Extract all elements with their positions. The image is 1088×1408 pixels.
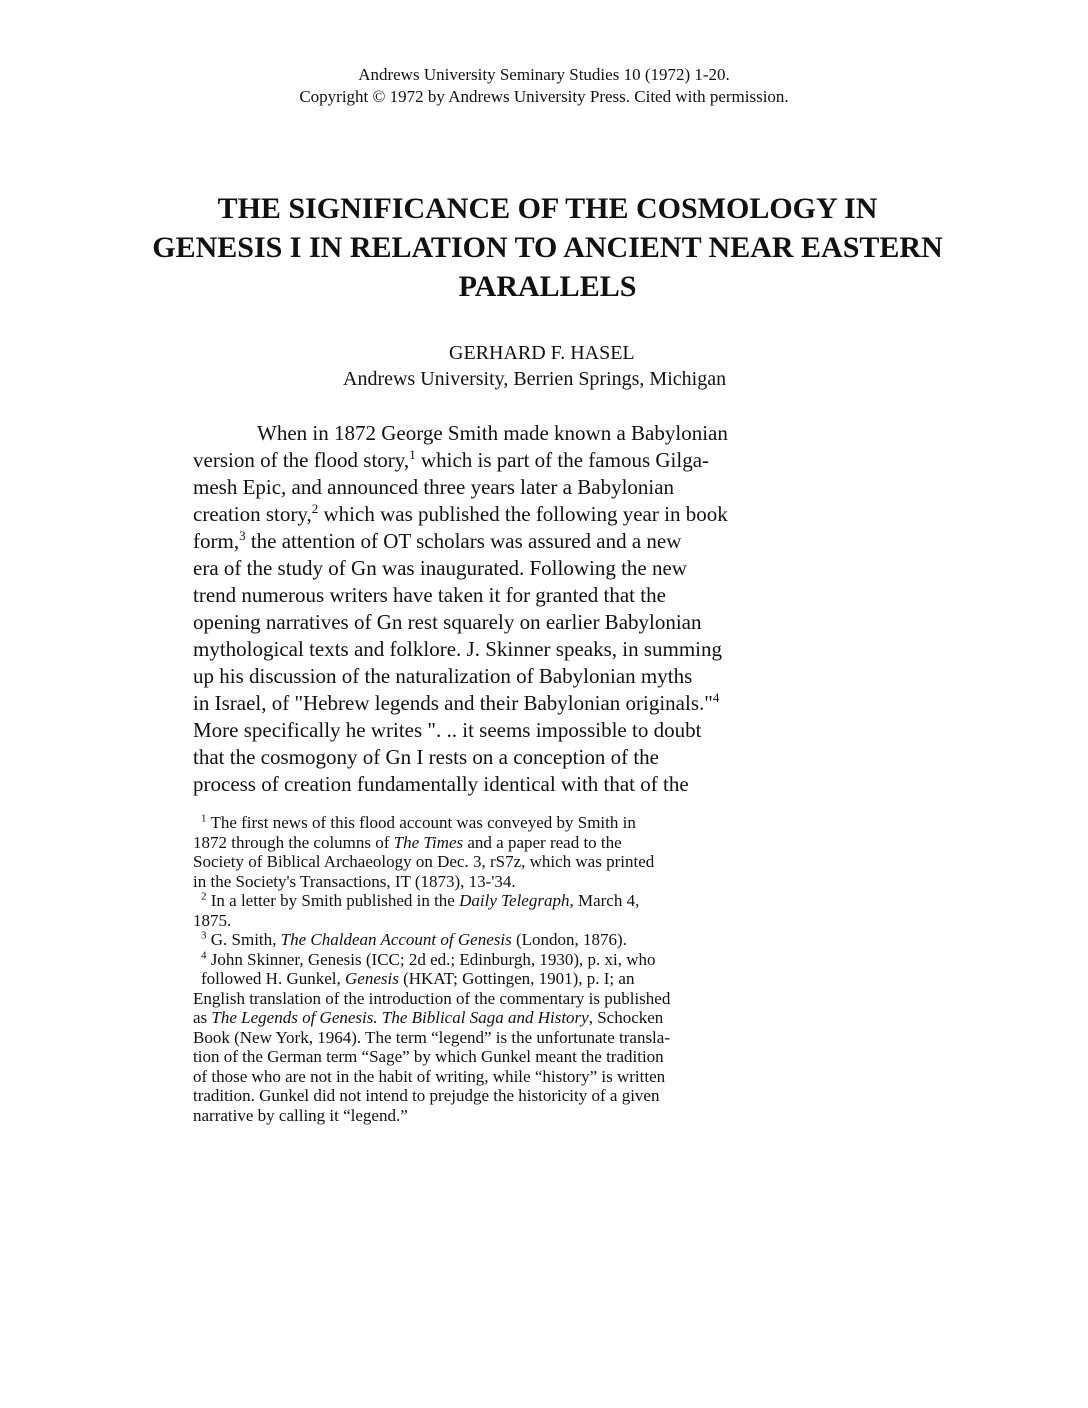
body-text-run: era of the study of Gn was inaugurated. Following the new — [193, 556, 687, 580]
footnote-line — [193, 1086, 813, 1106]
body-text-run: the attention of OT scholars was assured and a new — [245, 529, 682, 553]
footnote-text: (HKAT; Gottingen, 1901), p. I; an — [398, 969, 635, 988]
body-line — [193, 717, 833, 744]
footnote-text: narrative by calling it “legend.” — [193, 1105, 408, 1125]
body-line — [193, 447, 833, 474]
body-line — [193, 474, 833, 501]
body-text-run: which is part of the famous Gilga- — [415, 448, 710, 472]
footnote-text: The first news of this flood account was conveyed by Smith in — [206, 813, 636, 832]
footnote-text: 1872 through the columns of — [193, 832, 394, 852]
footnote-text: , March 4, — [569, 891, 640, 910]
body-text-run: mythological texts and folklore. J. Skinner speaks, in summing — [193, 637, 723, 661]
footnote-italic: Genesis — [345, 969, 399, 988]
body-line — [193, 609, 833, 636]
footnote-text: followed H. Gunkel, — [201, 969, 346, 988]
body-text-run: form, — [193, 529, 240, 553]
footnote-text: , Schocken — [588, 1008, 664, 1027]
body-paragraph — [193, 420, 833, 798]
footnote-text: English translation of the introduction of the commentary is published — [193, 988, 671, 1008]
article-title: THE SIGNIFICANCE OF THE COSMOLOGY IN GENESIS I IN RELATION TO ANCIENT NEAR EASTERN PARALLELS — [152, 192, 943, 303]
footnote-line — [193, 1008, 813, 1028]
body-line — [193, 744, 833, 771]
footnote-number: 2 — [201, 890, 207, 903]
footnote-line — [193, 1028, 813, 1048]
footnote-3 — [193, 930, 813, 950]
footnote-text: (London, 1876). — [511, 930, 627, 949]
footnote-italic: The Times — [393, 832, 464, 852]
footnote-ref-3: 3 — [239, 528, 246, 543]
citation-line-2: Copyright © 1972 by Andrews University Press. Cited with permission. — [299, 87, 789, 106]
body-text-run: creation story, — [193, 502, 312, 526]
citation-line-1: Andrews University Seminary Studies 10 (1972) 1-20. — [358, 65, 730, 84]
footnote-1 — [193, 813, 813, 833]
body-text-run: that the cosmogony of Gn I rests on a conception of the — [193, 745, 659, 769]
body-text-run: opening narratives of Gn rest squarely on earlier Babylonian — [193, 610, 702, 634]
footnote-line — [193, 872, 813, 892]
footnote-line — [193, 1106, 813, 1126]
body-text-run: in Israel, of "Hebrew legends and their Babylonian originals." — [193, 691, 713, 715]
footnote-number: 3 — [201, 929, 207, 942]
footnote-text: In a letter by Smith published in the — [206, 891, 460, 910]
footnote-4 — [193, 950, 813, 970]
body-line — [193, 582, 833, 609]
footnote-text: 1875. — [193, 910, 232, 930]
footnote-text: G. Smith, — [206, 930, 281, 949]
footnote-text: in the Society's Transactions, IT (1873), 13-'34. — [193, 871, 516, 891]
footnote-text: Book (New York, 1964). The term “legend” is the unfortunate transla- — [193, 1027, 670, 1047]
footnote-text: tradition. Gunkel did not intend to prejudge the historicity of a given — [193, 1086, 660, 1105]
footnote-text: tion of the German term “Sage” by which Gunkel meant the tradition — [193, 1047, 664, 1066]
footnote-number: 1 — [201, 812, 207, 825]
body-text-run: trend numerous writers have taken it for granted that the — [193, 583, 666, 607]
footnote-text: and a paper read to the — [463, 832, 622, 852]
footnote-ref-1: 1 — [409, 447, 416, 462]
body-line — [193, 663, 833, 690]
body-text-run: More specifically he writes ". .. it seems impossible to doubt — [193, 718, 702, 742]
footnote-text: John Skinner, Genesis (ICC; 2d ed.; Edinburgh, 1930), p. xi, who — [206, 949, 656, 969]
footnote-line — [193, 1047, 813, 1067]
body-line — [193, 636, 833, 663]
author-affiliation: Andrews University, Berrien Springs, Michigan — [343, 368, 727, 390]
body-line — [193, 771, 833, 798]
body-line — [193, 528, 833, 555]
footnote-ref-2: 2 — [311, 501, 319, 516]
footnote-ref-4: 4 — [712, 690, 720, 705]
body-line — [193, 420, 833, 447]
footnote-line — [193, 969, 813, 989]
footnote-2 — [193, 891, 813, 911]
footnote-text: of those who are not in the habit of writing, while “history” is written — [193, 1066, 666, 1086]
body-line — [193, 501, 833, 528]
body-text-run: version of the flood story, — [193, 448, 410, 472]
body-line — [193, 555, 833, 582]
body-line — [193, 690, 833, 717]
body-text-run: up his discussion of the naturalization of Babylonian myths — [193, 664, 693, 688]
author-name: GERHARD F. HASEL — [449, 342, 635, 364]
body-text-run: which was published the following year in book — [318, 502, 728, 526]
body-text-run: mesh Epic, and announced three years later a Babylonian — [193, 475, 675, 499]
footnote-number: 4 — [201, 948, 207, 961]
footnote-text: as — [193, 1008, 212, 1027]
footnote-line — [193, 852, 813, 872]
footnote-line — [193, 833, 813, 853]
citation-header — [0, 64, 1088, 108]
footnote-italic: Daily Telegraph — [459, 891, 570, 910]
body-text-run: process of creation fundamentally identical with that of the — [193, 772, 689, 796]
footnote-line — [193, 989, 813, 1009]
footnote-text: Society of Biblical Archaeology on Dec. 3, rS7z, which was printed — [193, 852, 655, 871]
footnotes — [193, 813, 813, 1125]
footnote-italic: The Legends of Genesis. The Biblical Saga and History — [211, 1008, 589, 1027]
footnote-line — [193, 911, 813, 931]
footnote-italic: The Chaldean Account of Genesis — [280, 930, 512, 949]
footnote-line — [193, 1067, 813, 1087]
body-text-run: When in 1872 George Smith made known a Babylonian — [257, 421, 728, 445]
